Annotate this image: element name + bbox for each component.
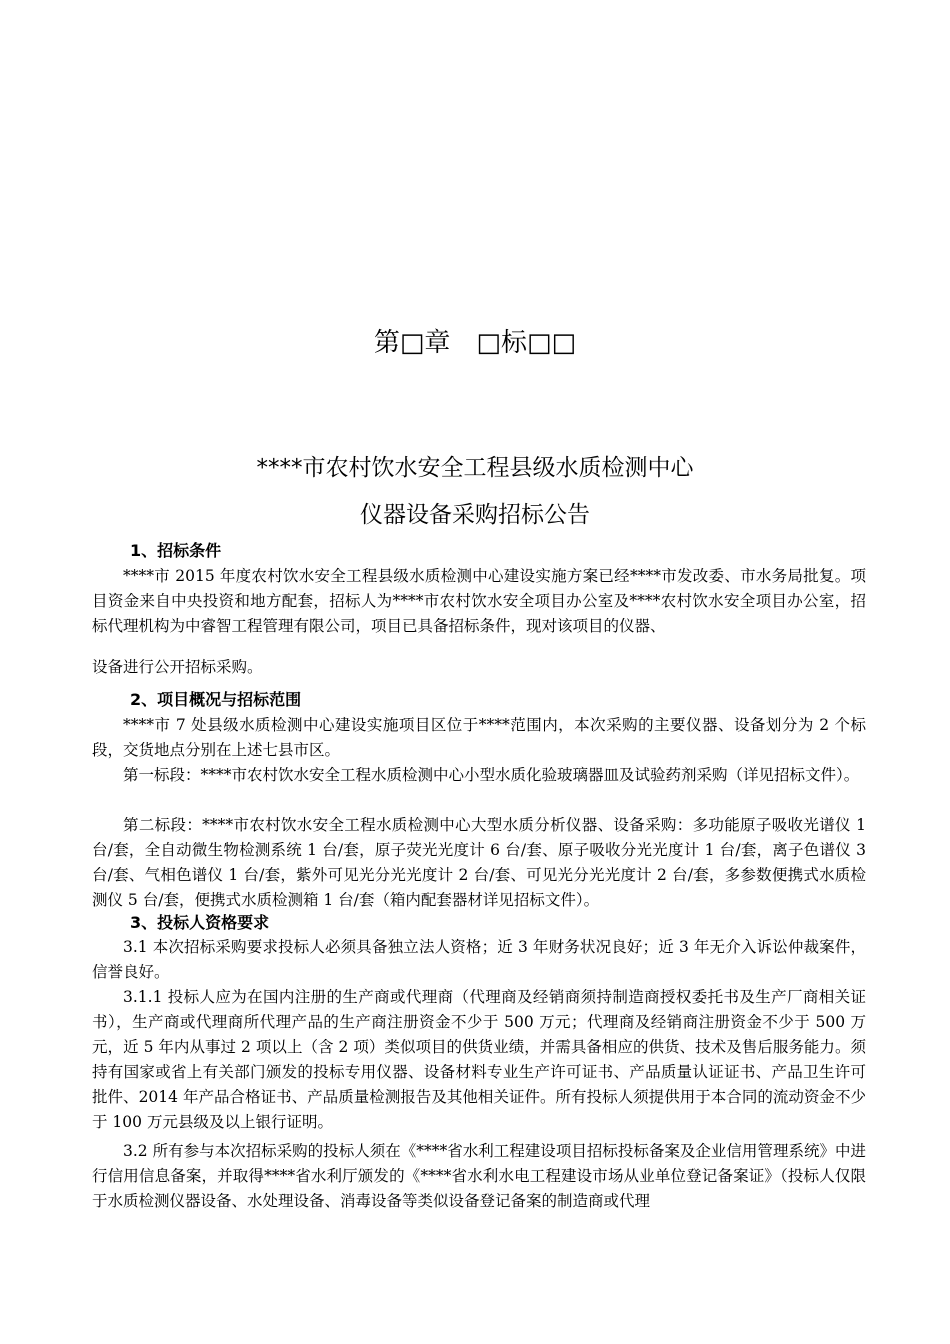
chapter-title: 第□章 □标□□ (373, 328, 577, 358)
section-1-heading: 1、招标条件 (130, 541, 222, 560)
section-3-heading: 3、投标人资格要求 (130, 913, 270, 932)
section-3-paragraph-3: 3.2 所有参与本次招标采购的投标人须在《****省水利工程建设项目招标投标备案及企业信用管理系统》中进行信用信息备案，并取得****省水利厅颁发的《****省水利水电工程建设市场从业单位登记备案证》（投标人仅限于水质检测仪器设备、水处理设备、消毒设备等类似设备登记备案的制造商或代理 (92, 1142, 866, 1210)
document-title-line-2: 仪器设备采购招标公告 (360, 502, 590, 528)
section-2-paragraph-3: 第二标段：****市农村饮水安全工程水质检测中心大型水质分析仪器、设备采购：多功能原子吸收光谱仪 1 台/套，全自动微生物检测系统 1 台/套，原子荧光光度计 6 台/套、原子吸收分光光度计 1 台/套，离子色谱仪 3 台/套、气相色谱仪 1 台/套，紫外可见光分光光度计 2 台/套、可见光分光光度计 2 台/套，多参数便携式水质检测仪 5 台/套，便携式水质检测箱 1 台/套（箱内配套器材详见招标文件）。 (92, 816, 866, 909)
section-2-paragraph-1: ****市 7 处县级水质检测中心建设实施项目区位于****范围内，本次采购的主要仪器、设备划分为 2 个标段，交货地点分别在上述七县市区。 (92, 716, 866, 759)
section-2-heading: 2、项目概况与招标范围 (130, 690, 302, 709)
section-1-paragraph-2: 设备进行公开招标采购。 (92, 658, 263, 676)
section-3-paragraph-1: 3.1 本次招标采购要求投标人必须具备独立法人资格；近 3 年财务状况良好；近 3 年无介入诉讼仲裁案件，信誉良好。 (92, 938, 866, 981)
section-2-paragraph-2: 第一标段：****市农村饮水安全工程水质检测中心小型水质化验玻璃器皿及试验药剂采购（详见招标文件）。 (123, 766, 860, 784)
section-1-paragraph-1: ****市 2015 年度农村饮水安全工程县级水质检测中心建设实施方案已经****市发改委、市水务局批复。项目资金来自中央投资和地方配套，招标人为****市农村饮水安全项目办公室及****农村饮水安全项目办公室，招标代理机构为中睿智工程管理有限公司，项目已具备招标条件，现对该项目的仪器、 (92, 567, 866, 635)
document-title-line-1: ****市农村饮水安全工程县级水质检测中心 (256, 455, 694, 481)
section-3-paragraph-2: 3.1.1 投标人应为在国内注册的生产商或代理商（代理商及经销商须持制造商授权委托书及生产厂商相关证书），生产商或代理商所代理产品的生产商注册资金不少于 500 万元；代理商及经销商注册资金不少于 500 万元，近 5 年内从事过 2 项以上（含 2 项）类似项目的供货业绩，并需具备相应的供货、技术及售后服务能力。须持有国家或省上有关部门颁发的投标专用仪器、设备材料专业生产许可证书、产品质量认证证书、产品卫生许可批件、2014 年产品合格证书、产品质量检测报告及其他相关证件。所有投标人须提供用于本合同的流动资金不少于 100 万元县级及以上银行证明。 (92, 988, 866, 1131)
